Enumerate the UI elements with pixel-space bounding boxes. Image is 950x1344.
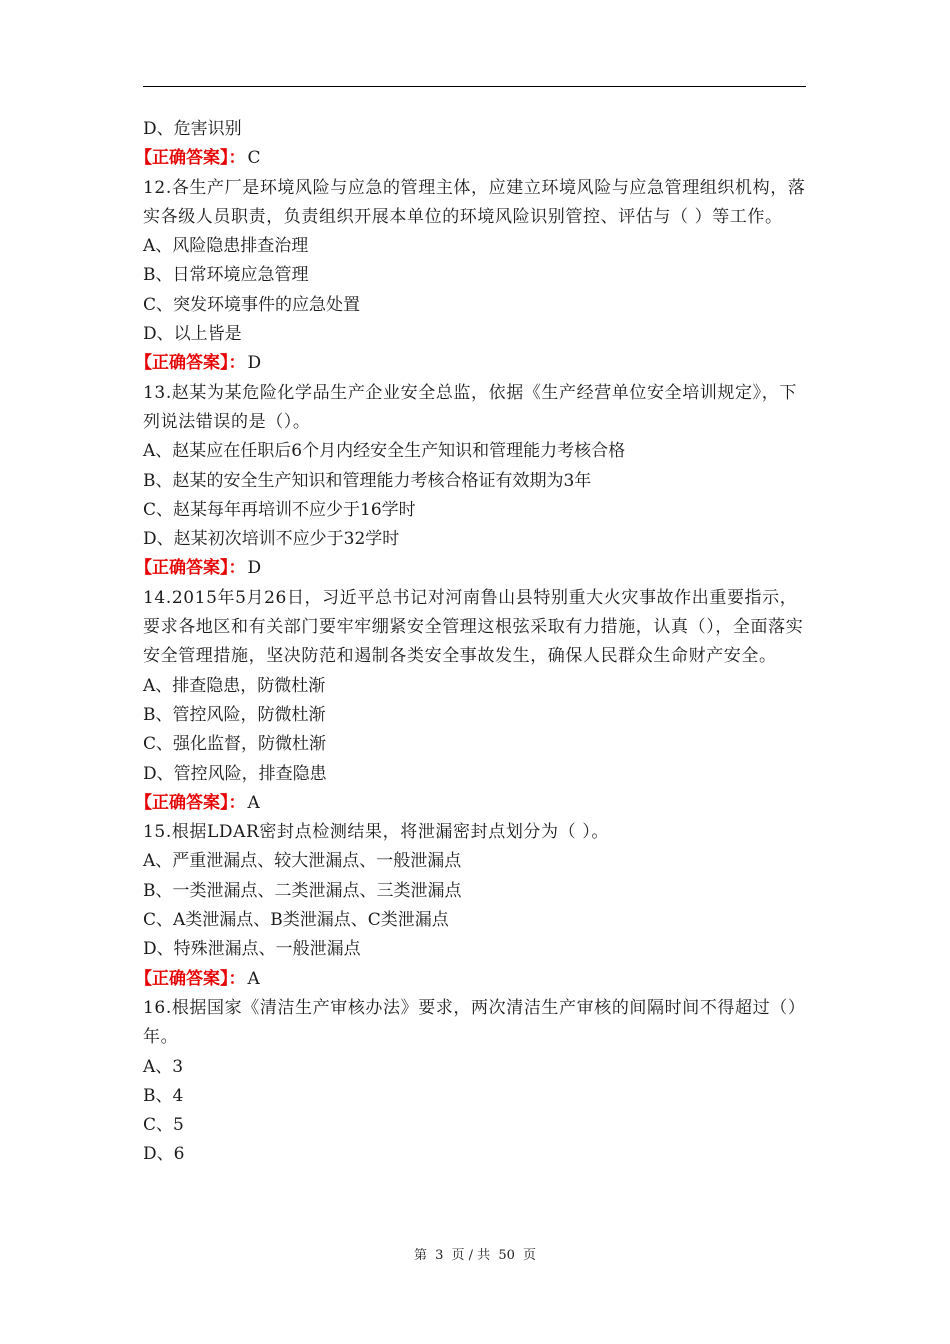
page-footer <box>0 1244 950 1263</box>
option-line: A、3 <box>143 1056 184 1077</box>
footer-total-pages: 50 <box>498 1248 515 1263</box>
question-text: 16.根据国家《清洁生产审核办法》要求，两次清洁生产审核的间隔时间不得超过（）年。 <box>143 997 806 1048</box>
answer-line <box>135 349 811 378</box>
option-line: D、6 <box>143 1144 185 1165</box>
footer-suffix: 页 <box>523 1248 537 1263</box>
answer-value: D <box>247 353 262 374</box>
footer-middle: 页 / 共 <box>451 1248 491 1263</box>
answer-line <box>135 144 811 173</box>
option-line: A、严重泄漏点、较大泄漏点、一般泄漏点 <box>143 851 462 872</box>
question-block <box>135 584 811 818</box>
answer-label: 【正确答案】： <box>135 148 246 169</box>
option-line: C、突发环境事件的应急处置 <box>143 294 361 315</box>
option-line: B、4 <box>143 1085 184 1106</box>
question-text: 13.赵某为某危险化学品生产企业安全总监，依据《生产经营单位安全培训规定》，下列说法错误的是（）。 <box>143 382 797 432</box>
question-text: 15.根据LDAR密封点检测结果，将泄漏密封点划分为（ ）。 <box>143 822 609 843</box>
option-line: D、管控风险，排查隐患 <box>143 763 327 784</box>
option-line: A、风险隐患排查治理 <box>143 236 309 257</box>
option-line: D、危害识别 <box>143 119 242 139</box>
option-line: D、以上皆是 <box>143 324 242 345</box>
question-block <box>135 379 811 584</box>
answer-label: 【正确答案】： <box>135 353 246 374</box>
option-line: D、赵某初次培训不应少于32学时 <box>143 529 400 550</box>
option-line: B、日常环境应急管理 <box>143 265 309 286</box>
answer-line <box>135 554 811 583</box>
option-line: B、管控风险，防微杜渐 <box>143 704 326 725</box>
option-line: D、特殊泄漏点、一般泄漏点 <box>143 939 361 960</box>
answer-line <box>135 789 811 818</box>
page-content <box>135 115 811 1170</box>
option-line: B、一类泄漏点、二类泄漏点、三类泄漏点 <box>143 880 462 901</box>
option-line: A、排查隐患，防微杜渐 <box>143 675 326 696</box>
question-text: 12.各生产厂是环境风险与应急的管理主体，应建立环境风险与应急管理组织机构，落实各级人员职责，负责组织开展本单位的环境风险识别管控、评估与（ ）等工作。 <box>143 177 806 227</box>
header-rule <box>143 86 806 87</box>
question-block <box>143 994 811 1170</box>
question-text: 14.2015年5月26日，习近平总书记对河南鲁山县特别重大火灾事故作出重要指示，要求各地区和有关部门要牢牢绷紧安全管理这根弦采取有力措施，认真（），全面落实安全管理措施，坚决防范和遏制各类安全事故发生，确保人民群众生命财产安全。 <box>143 587 804 667</box>
answer-label: 【正确答案】： <box>135 558 246 579</box>
answer-label: 【正确答案】： <box>135 792 246 813</box>
answer-value: A <box>247 968 260 989</box>
option-line: C、A类泄漏点、B类泄漏点、C类泄漏点 <box>143 910 449 931</box>
option-line: A、赵某应在任职后6个月内经安全生产知识和管理能力考核合格 <box>143 441 626 462</box>
question-block <box>135 174 811 379</box>
footer-current-page: 3 <box>435 1248 444 1263</box>
footer-prefix: 第 <box>413 1248 427 1263</box>
answer-value: A <box>247 792 260 813</box>
answer-line <box>135 965 811 994</box>
option-line: C、5 <box>143 1115 184 1136</box>
option-line: B、赵某的安全生产知识和管理能力考核合格证有效期为3年 <box>143 470 592 491</box>
option-line: C、强化监督，防微杜渐 <box>143 734 327 755</box>
question-block <box>135 818 811 994</box>
answer-value: D <box>247 558 262 579</box>
option-line: C、赵某每年再培训不应少于16学时 <box>143 499 416 520</box>
answer-value: C <box>247 148 261 169</box>
answer-label: 【正确答案】： <box>135 968 246 989</box>
